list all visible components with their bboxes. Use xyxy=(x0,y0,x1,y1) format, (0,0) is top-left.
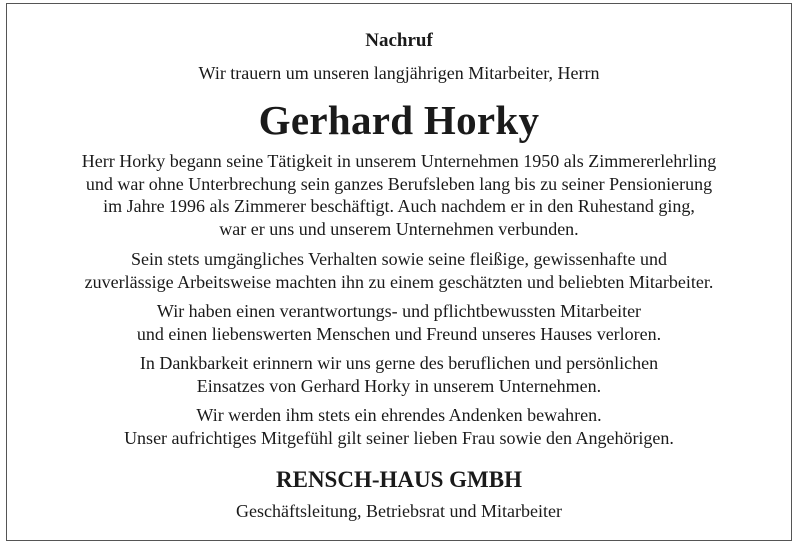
paragraph-condolence xyxy=(7,404,791,449)
company-name: RENSCH-HAUS GMBH xyxy=(276,467,522,492)
deceased-name: Gerhard Horky xyxy=(258,97,540,143)
text-line: Wir haben einen verantwortungs- und pflichtbewussten Mitarbeiter xyxy=(156,301,642,321)
signatories-line: Geschäftsleitung, Betriebsrat und Mitarbeiter xyxy=(236,501,562,521)
obituary-notice xyxy=(6,3,792,541)
paragraph-loss xyxy=(7,300,791,345)
text-line: zuverlässige Arbeitsweise machten ihn zu einem geschätzten und beliebten Mitarbeiter. xyxy=(84,271,714,292)
notice-heading: Nachruf xyxy=(365,30,433,51)
paragraph-career xyxy=(7,150,791,241)
text-line: In Dankbarkeit erinnern wir uns gerne des beruflichen und persönlichen xyxy=(139,353,659,373)
paragraph-character xyxy=(7,248,791,293)
text-line: Unser aufrichtiges Mitgefühl gilt seiner lieben Frau sowie den Angehörigen. xyxy=(124,427,674,448)
paragraph-gratitude xyxy=(7,352,791,397)
text-line: Wir werden ihm stets ein ehrendes Andenken bewahren. xyxy=(196,405,602,425)
text-line: Herr Horky begann seine Tätigkeit in unserem Unternehmen 1950 als Zimmererlehrling xyxy=(81,151,717,171)
text-line: Einsatzes von Gerhard Horky in unserem Unternehmen. xyxy=(196,375,602,396)
intro-line: Wir trauern um unseren langjährigen Mitarbeiter, Herrn xyxy=(198,63,600,83)
text-line: und war ohne Unterbrechung sein ganzes Berufsleben lang bis zu seiner Pensionierung xyxy=(85,173,713,194)
text-line: und einen liebenswerten Menschen und Freund unseres Hauses verloren. xyxy=(136,323,662,344)
text-line: war er uns und unserem Unternehmen verbunden. xyxy=(219,219,579,240)
text-line: Sein stets umgängliches Verhalten sowie seine fleißige, gewissenhafte und xyxy=(130,249,668,269)
text-line: im Jahre 1996 als Zimmerer beschäftigt. Auch nachdem er in den Ruhestand ging, xyxy=(103,196,695,217)
